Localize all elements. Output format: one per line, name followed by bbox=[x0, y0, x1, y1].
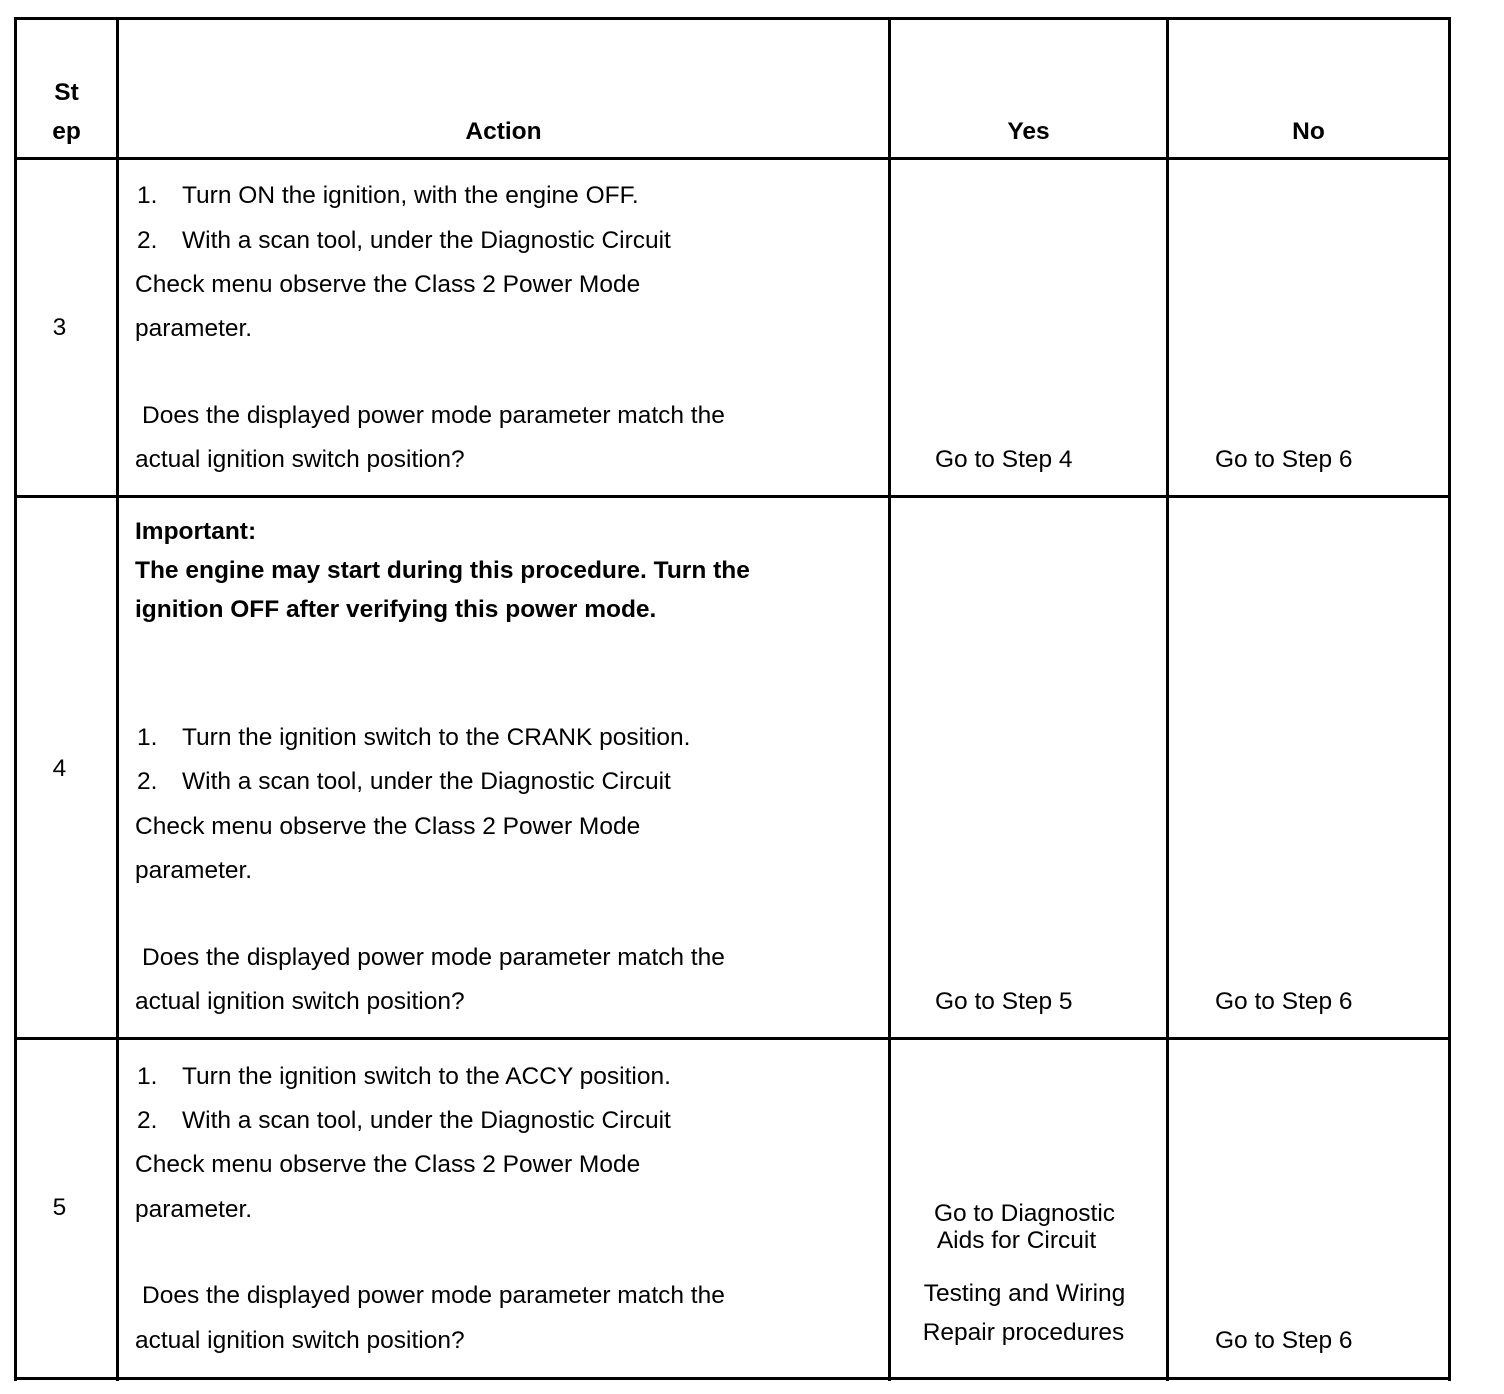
action-text: parameter. bbox=[135, 1196, 253, 1223]
grid-line bbox=[888, 18, 891, 1381]
no-result: Go to Step 6 bbox=[1215, 446, 1353, 473]
important-text: ignition OFF after verifying this power mode. bbox=[135, 596, 657, 623]
grid-line bbox=[1448, 18, 1451, 1381]
yes-result: Go to Diagnostic bbox=[933, 1200, 1116, 1227]
header-yes: Yes bbox=[1007, 118, 1050, 145]
action-text: With a scan tool, under the Diagnostic Circuit bbox=[182, 227, 671, 254]
grid-line bbox=[14, 1037, 1451, 1040]
yes-result: Repair procedures bbox=[922, 1319, 1125, 1346]
header-action: Action bbox=[465, 118, 542, 145]
yes-result: Testing and Wiring bbox=[923, 1280, 1126, 1307]
action-text: With a scan tool, under the Diagnostic Circuit bbox=[182, 768, 671, 795]
grid-line bbox=[14, 18, 17, 1381]
action-text: parameter. bbox=[135, 315, 253, 342]
yes-result: Aids for Circuit bbox=[936, 1227, 1097, 1254]
step-number: 3 bbox=[52, 314, 67, 341]
header-step: ep bbox=[52, 118, 81, 145]
list-number: 1. bbox=[137, 182, 158, 209]
action-text: Turn ON the ignition, with the engine OFF. bbox=[182, 182, 639, 209]
action-text: Turn the ignition switch to the CRANK position. bbox=[182, 724, 691, 751]
no-result: Go to Step 6 bbox=[1215, 1327, 1353, 1354]
action-question: Does the displayed power mode parameter match the bbox=[142, 1282, 725, 1309]
step-number: 5 bbox=[52, 1194, 67, 1221]
action-text: Check menu observe the Class 2 Power Mode bbox=[135, 1151, 641, 1178]
action-text: parameter. bbox=[135, 857, 253, 884]
list-number: 2. bbox=[137, 1107, 158, 1134]
list-number: 1. bbox=[137, 724, 158, 751]
action-question: Does the displayed power mode parameter match the bbox=[142, 944, 725, 971]
grid-line bbox=[116, 18, 119, 1381]
action-question: Does the displayed power mode parameter match the bbox=[142, 402, 725, 429]
action-text: Check menu observe the Class 2 Power Mode bbox=[135, 271, 641, 298]
list-number: 2. bbox=[137, 768, 158, 795]
grid-line bbox=[14, 495, 1451, 498]
action-question: actual ignition switch position? bbox=[135, 1327, 465, 1354]
list-number: 2. bbox=[137, 227, 158, 254]
no-result: Go to Step 6 bbox=[1215, 988, 1353, 1015]
yes-result: Go to Step 4 bbox=[935, 446, 1073, 473]
yes-result: Go to Step 5 bbox=[935, 988, 1073, 1015]
header-no: No bbox=[1292, 118, 1325, 145]
action-question: actual ignition switch position? bbox=[135, 988, 465, 1015]
action-text: Check menu observe the Class 2 Power Mode bbox=[135, 813, 641, 840]
grid-line bbox=[14, 17, 1451, 20]
grid-line bbox=[14, 157, 1451, 160]
important-text: The engine may start during this procedure. Turn the bbox=[135, 557, 750, 584]
grid-line bbox=[1166, 18, 1169, 1381]
action-text: Turn the ignition switch to the ACCY position. bbox=[182, 1063, 671, 1090]
action-question: actual ignition switch position? bbox=[135, 446, 465, 473]
grid-line bbox=[14, 1377, 1451, 1380]
list-number: 1. bbox=[137, 1063, 158, 1090]
important-label: Important: bbox=[135, 518, 257, 545]
step-number: 4 bbox=[52, 755, 67, 782]
header-step: St bbox=[54, 79, 79, 106]
action-text: With a scan tool, under the Diagnostic Circuit bbox=[182, 1107, 671, 1134]
